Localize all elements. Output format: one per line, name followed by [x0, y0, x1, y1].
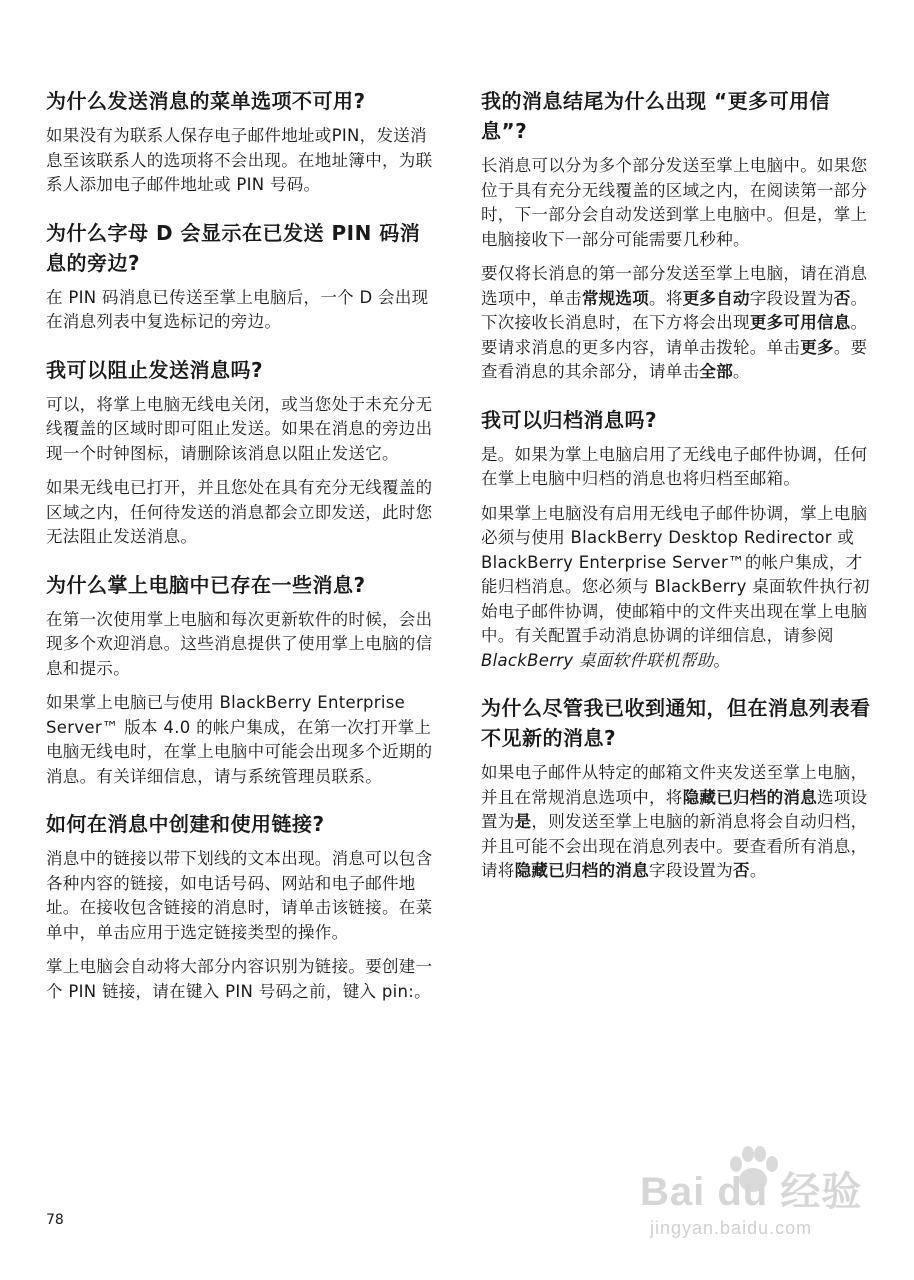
text: 字段设置为 — [749, 288, 834, 308]
section-heading: 为什么发送消息的菜单选项不可用? — [46, 89, 366, 113]
bold-term: 常规选项 — [581, 288, 650, 308]
section-heading: 为什么掌上电脑中已存在一些消息? — [46, 572, 366, 597]
paragraph: 消息中的链接以带下划线的文本出现。消息可以包含各种内容的链接，如电话号码、网站和电子邮件地址。在接收包含链接的消息时，请单击该链接。在菜单中，单击应用于选定链接类型的操作。 — [46, 849, 433, 942]
faq-more-available — [481, 86, 871, 385]
faq-notification-no-message — [481, 693, 871, 884]
bold-term: 隐藏已归档的消息 — [514, 861, 650, 880]
paragraph: 如果掌上电脑已与使用 BlackBerry Enterprise Server™ 版本 4.0 的帐户集成，在第一次打开掌上电脑无线电时，在掌上电脑中可能会出现多个近期的消息。有关详细信息，请与系统管理员联系。 — [46, 693, 433, 786]
section-heading: 我可以阻止发送消息吗? — [46, 357, 264, 382]
paragraph: 如果没有为联系人保存电子邮件地址或PIN，发送消息至该联系人的选项将不会出现。在地址簿中，为联系人添加电子邮件地址或 PIN 号码。 — [46, 126, 433, 194]
italic-reference: BlackBerry 桌面软件联机帮助 — [481, 650, 714, 670]
paragraph: 掌上电脑会自动将大部分内容识别为链接。要创建一个 PIN 链接，请在键入 PIN 号码之前，键入 pin:。 — [46, 957, 433, 1001]
text: ，则发送至掌上电脑的新消息将会自动归档，并且可能不会出现在消息列表中。要查看所有消息，请将 — [481, 812, 868, 880]
text: 。将 — [649, 288, 683, 308]
paragraph: 在 PIN 码消息已传送至掌上电脑后，一个 D 会出现在消息列表中复选标记的旁边。 — [46, 287, 429, 331]
text: 选项设置为 — [481, 787, 868, 831]
text: 如果电子邮件从特定的邮箱文件夹发送至掌上电脑，并且在常规消息选项中，将 — [481, 763, 868, 807]
text: 。要查看消息的其余部分，请单击 — [481, 337, 868, 381]
right-column — [481, 86, 871, 904]
left-column — [46, 86, 436, 1024]
bold-term: 全部 — [699, 362, 734, 381]
paragraph: 长消息可以分为多个部分发送至掌上电脑中。如果您位于具有充分无线覆盖的区域之内，在阅读第一部分时，下一部分会自动发送到掌上电脑中。但是，掌上电脑接收下一部分可能需要几秒种。 — [481, 156, 868, 249]
bold-term: 更多自动 — [682, 288, 750, 308]
faq-links — [46, 809, 436, 1004]
paragraph: 是。如果为掌上电脑启用了无线电子邮件协调，任何在掌上电脑中归档的消息也将归档至邮箱。 — [481, 444, 868, 488]
bold-term: 更多 — [800, 337, 834, 357]
watermark-logo — [640, 1160, 870, 1220]
text: 。 — [733, 362, 750, 381]
watermark-logo-text: Bai du 经验 — [640, 1170, 863, 1214]
text: 如果掌上电脑没有启用无线电子邮件协调，掌上电脑必须与使用 BlackBerry Desktop Redirector 或 BlackBerry Enterprise Server™的帐户集成，才能归档消息。您必须与 BlackBerry 桌面软件执行初始电子邮件协调，使邮箱中的文件夹出现在掌上电脑中。有关配置手动消息协调的详细信息，请参阅 — [481, 503, 870, 645]
baidu-watermark — [640, 1140, 880, 1250]
text: 。 — [713, 650, 731, 670]
faq-letter-d — [46, 218, 436, 335]
bold-term: 是 — [514, 812, 532, 831]
paragraph — [481, 262, 871, 385]
watermark-url: jingyan.baidu.com — [650, 1218, 813, 1238]
text: 字段设置为 — [649, 861, 734, 880]
section-heading: 为什么字母 D 会显示在已发送 PIN 码消息的旁边? — [46, 220, 421, 275]
paragraph: 在第一次使用掌上电脑和每次更新软件的时候，会出现多个欢迎消息。这些消息提供了使用掌上电脑的信息和提示。 — [46, 609, 433, 678]
bold-term: 否 — [833, 288, 851, 308]
faq-archive — [481, 405, 871, 674]
bold-term: 隐藏已归档的消息 — [682, 787, 818, 807]
section-heading: 为什么尽管我已收到通知，但在消息列表看不见新的消息? — [481, 696, 871, 750]
text: 。要请求消息的更多内容，请单击拨轮。单击 — [481, 313, 868, 357]
faq-existing-messages — [46, 570, 436, 790]
page-number: 78 — [46, 1212, 64, 1228]
section-heading: 我可以归档消息吗? — [481, 407, 658, 432]
faq-stop-sending — [46, 355, 436, 550]
text: 要仅将长消息的第一部分发送至掌上电脑，请在消息选项中，单击 — [481, 264, 868, 308]
text: 。下次接收长消息时，在下方将会出现 — [481, 288, 868, 332]
paragraph — [481, 502, 871, 674]
section-heading: 如何在消息中创建和使用链接? — [46, 812, 325, 836]
faq-send-menu-unavailable — [46, 86, 436, 198]
paragraph: 可以，将掌上电脑无线电关闭，或当您处于未充分无线覆盖的区域时即可阻止发送。如果在消息的旁边出现一个时钟图标，请删除该消息以阻止发送它。 — [46, 394, 433, 463]
paragraph — [481, 761, 871, 884]
text: 。 — [749, 861, 767, 880]
bold-term: 更多可用信息 — [749, 313, 851, 332]
bold-term: 否 — [733, 861, 750, 880]
section-heading: 我的消息结尾为什么出现 “更多可用信息”? — [481, 89, 831, 143]
paragraph: 如果无线电已打开，并且您处在具有充分无线覆盖的区域之内，任何待发送的消息都会立即发送，此时您无法阻止发送消息。 — [46, 478, 433, 546]
